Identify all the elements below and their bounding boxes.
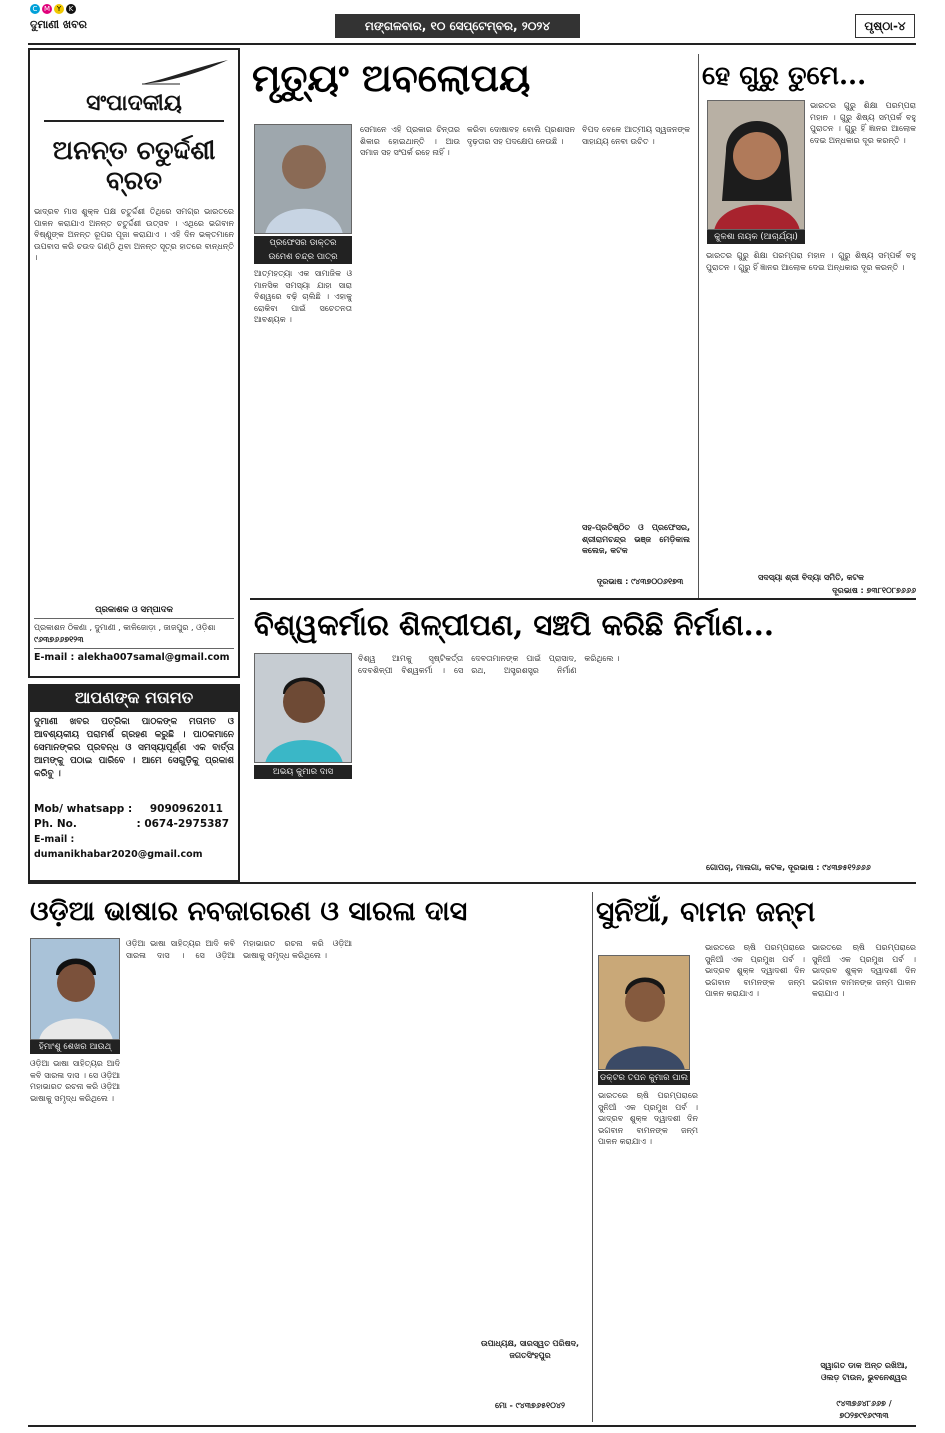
article4-byline: ହିମାଂଶୁ ଶେଖର ଆଉଥ୍ [30,1040,120,1054]
article5-phone: ୯୪୩୭୬୪୮୬୬୭ / ୭୦୨୭୯୧୬୯୩୩ [836,1399,892,1420]
portrait-icon [31,939,120,1040]
article2-body: ଭାରତର ଗୁରୁ ଶିକ୍ଷା ପରମ୍ପରା ମହାନ । ଗୁରୁ ଶିଷ୍ୟ ସମ୍ପର୍କ ବହୁ ପୁରାତନ । ଗୁରୁ ହିଁ ଜ୍ଞାନର ଆଲୋକ ଦେଇ ଅନ୍ଧକାର ଦୂର କରନ୍ତି । [706,251,916,272]
divider [44,120,224,122]
article2-footer: ସଦସ୍ୟା ଶ୍ରୀ ବିଦ୍ୟା ସମିତି, କଟକ [758,573,864,582]
article3-photo [254,653,352,763]
cmyk-marks [30,4,76,14]
opinion-title: ଆପଣଙ୍କ ମତାମତ [28,684,240,712]
article4-headline: ଓଡ଼ିଆ ଭାଷାର ନବଜାଗରଣ ଓ ସାରଳା ଦାସ [30,896,468,927]
portrait-icon [255,125,352,234]
article2-body-top: ଭାରତର ଗୁରୁ ଶିକ୍ଷା ପରମ୍ପରା ମହାନ । ଗୁରୁ ଶିଷ୍ୟ ସମ୍ପର୍କ ବହୁ ପୁରାତନ । ଗୁରୁ ହିଁ ଜ୍ଞାନର ଆଲୋକ ଦେଇ ଅନ୍ଧକାର ଦୂର କରନ୍ତି । [810,101,916,145]
left-column [28,48,240,882]
page-number: ପୃଷ୍ଠା-୪ [855,14,915,38]
editorial-address: ପ୍ରକାଶନ ଠିକଣା , ଦୁମାଣୀ , କାଳିଜୋଡ଼ା , ଜାଜପୁର , ଓଡ଼ିଶା [34,623,216,632]
article2-headline: ହେ ଗୁରୁ ତୁମେ... [702,61,867,91]
mobile-label: Mob/ whatsapp : [34,803,133,815]
article3-body: ବିଶ୍ୱ ଆମକୁ ସୃଷ୍ଟିକର୍ତ୍ତା ଦେବଶିଳ୍ପୀ ବିଶ୍ୱକର୍ମା । ସେ ଦେବତାମାନଙ୍କ ପାଇଁ ପ୍ରାସାଦ, ରଥ, ଅସ୍ତ୍ରଶସ୍ତ୍ର ନିର୍ମାଣ କରିଥିଲେ । [358,654,620,675]
article3-footer: ଗୋପଚା, ମାଲଗା, କଟକ, ଦୂରଭାଷ : ୯୪୩୭୫୧୨୬୬୬ [706,863,871,872]
article4-body-col1: ଓଡ଼ିଆ ଭାଷା ସାହିତ୍ୟର ଆଦି କବି ସାରଳା ଦାସ । ସେ ଓଡ଼ିଆ ମହାଭାରତ ରଚନା କରି ଓଡ଼ିଆ ଭାଷାକୁ ସମୃଦ୍ଧ କରିଥିଲେ । [30,1059,120,1103]
article2-photo [707,100,805,230]
editorial-headline: ଅନନ୍ତ ଚତୁର୍ଦ୍ଦଶୀ ବ୍ରତ [52,136,216,196]
article5-body-col1: ଭାରତରେ ଋଷି ପରମ୍ପରାରେ ସୁନିଆଁ ଏକ ପ୍ରମୁଖ ପର୍ବ । ଭାଦ୍ରବ ଶୁକ୍ଳ ଦ୍ୱାଦଶୀ ଦିନ ଭଗବାନ ବାମନଙ୍କ ଜନ୍ମ ପାଳନ କରାଯାଏ । [598,1091,698,1146]
article1-phone: ଦୂରଭାଷ : ୯୪୩୭୦୦୬୧୭୩ [596,577,684,586]
portrait-icon [255,654,352,763]
article1-footer: ସହ-ପ୍ରତିଷ୍ଠିତ ଓ ପ୍ରଫେସର, ଶ୍ରୀରାମଚନ୍ଦ୍ର ଭଞ୍ଜ ମେଡ଼ିକାଲ କଲେଜ, କଟକ [582,523,690,555]
article5-byline: ଡକ୍ଟର ତପନ କୁମାର ପାଲ [599,1073,688,1083]
article2-byline: କୁଳଶା ନାୟକ (ଆଚାର୍ଯ୍ୟା) [707,230,805,244]
phone-number: : 0674-2975387 [136,818,230,830]
paper-name: ଦୁମାଣୀ ଖବର [30,18,87,31]
opinion-box [28,712,240,882]
cmyk-m: M [43,5,51,13]
cmyk-c: C [30,4,40,14]
article4-footer: ଉପାଧ୍ୟକ୍ଷ, ସାରସ୍ୱତ ପରିଷଦ, ଜଗତସିଂହପୁର [480,1339,580,1360]
date-banner: ମଙ୍ଗଳବାର, ୧୦ ସେପ୍ଟେମ୍ବର, ୨୦୨୪ [335,14,580,38]
cmyk-k: K [66,4,76,14]
section-divider [250,598,916,600]
article4-body: ଓଡ଼ିଆ ଭାଷା ସାହିତ୍ୟର ଆଦି କବି ସାରଳା ଦାସ । ସେ ଓଡ଼ିଆ ମହାଭାରତ ରଚନା କରି ଓଡ଼ିଆ ଭାଷାକୁ ସମୃଦ୍ଧ କରିଥିଲେ । [126,939,352,960]
phone-label: Ph. No. [34,818,77,830]
editorial-phone: ୯୬୩୭୬୬୭୧୨୩ [34,634,84,644]
column-divider [592,892,593,1422]
opinion-body: ଦୁମାଣୀ ଖବର ପତ୍ରିକା ପାଠକଙ୍କ ମତାମତ ଓ ଆବଶ୍ୟକୀୟ ପରାମର୍ଶ ଗ୍ରହଣ କରୁଛି । ପାଠକମାନେ ସେମାନଙ୍କର ପ୍ରବନ୍ଧ ଓ ସମସ୍ୟାପୂର୍ଣ୍ଣ ଏକ ବାର୍ତ୍ତା ଆମଙ୍କୁ ପଠାଇ ପାରିବେ । ଆମେ ସେଗୁଡ଼ିକୁ ପ୍ରକାଶ କରିବୁ । [34,717,234,779]
top-rule [28,43,916,45]
article5-body-col3: ଭାରତରେ ଋଷି ପରମ୍ପରାରେ ସୁନିଆଁ ଏକ ପ୍ରମୁଖ ପର୍ବ । ଭାଦ୍ରବ ଶୁକ୍ଳ ଦ୍ୱାଦଶୀ ଦିନ ଭଗବାନ ବାମନଙ୍କ ଜନ୍ମ ପାଳନ କରାଯାଏ । [812,943,916,998]
quill-icon [140,58,230,86]
article5-headline: ସୁନିଆଁ, ବାମନ ଜନ୍ମ [596,895,816,928]
masthead [0,0,945,42]
editorial-section-title: ସଂପାଦକୀୟ [86,90,182,116]
article3-byline: ଅଭୟ କୁମାର ଦାସ [254,765,352,779]
article1-body-col2: ସେମାନେ ଏହି ପ୍ରକାର ଚିନ୍ତାର ଶିକାର ହୋଇଥାନ୍ତି । ଆଉ ସମାଜ ସହ ସଂପର୍କ ରହେ ନାହିଁ । [360,125,460,157]
bottom-rule [28,1425,916,1427]
editorial-body: ଭାଦ୍ରବ ମାସ ଶୁକ୍ଳ ପକ୍ଷ ଚତୁର୍ଦ୍ଦଶୀ ତିଥିରେ ସମଗ୍ର ଭାରତରେ ପାଳନ କରାଯାଏ ଅନନ୍ତ ଚତୁର୍ଦ୍ଦଶୀ ଉତ୍ସବ । ଏଥିରେ ଭଗବାନ ବିଷ୍ଣୁଙ୍କ ଅନନ୍ତ ରୂପର ପୂଜା କରାଯାଏ । ଏହି ଦିନ ଭକ୍ତମାନେ ଉପବାସ କରି ଚଉଦ ଗଣ୍ଠି ଥିବା ଅନନ୍ତ ସୂତ୍ର ହାତରେ ବାନ୍ଧନ୍ତି । [34,207,234,262]
portrait-icon [708,101,805,230]
divider [34,648,234,649]
mobile-number: 9090962011 [149,803,223,815]
article1-body-col4: ବିପଦ ବେଳେ ଆତ୍ମୀୟ ସ୍ୱଜନଙ୍କ ସାହାଯ୍ୟ ନେବା ଉଚିତ । [582,125,690,146]
opinion-email: E-mail : dumanikhabar2020@gmail.com [34,834,203,860]
article4-phone: ମୋ - ୯୪୩୭୬୫୧୦୪୨ [494,1401,566,1410]
editorial-box [28,48,240,678]
article1-body-col1: ଆତ୍ମହତ୍ୟା ଏକ ସାମାଜିକ ଓ ମାନସିକ ସମସ୍ୟା ଯାହା ସାରା ବିଶ୍ୱରେ ବଢ଼ି ଚାଲିଛି । ଏହାକୁ ରୋକିବା ପାଇଁ ସଚେତନତା ଆବଶ୍ୟକ । [254,269,352,324]
article1-headline: ମୃତ୍ୟୁଂ ଅବଲୋପୟ [252,55,531,100]
divider [34,618,234,619]
article5-photo [598,955,690,1070]
portrait-icon [599,956,690,1070]
article1-byline: ଉମେଶ ଚନ୍ଦ୍ର ପାତ୍ର [254,250,352,264]
article2-phone: ଦୂରଭାଷ : ୭୩୮୧୦୮୭୬୬୬ [832,586,916,595]
article5-footer: ସ୍ୱାଗତ ଡାକ ଅନ୍ତ ରଖିଆ, ଓଲଡ଼ ଟାଉନ, ଭୁବନେଶ୍ୱର [820,1361,908,1382]
section-divider [28,882,916,884]
article1-body-col3: କରିବା ଦୋଷାବହ ବୋଲି ପ୍ରଶାସନ ଦୃଢ଼ତାର ସହ ପଦକ୍ଷେପ ନେଉଛି । [467,125,575,146]
editorial-email: E-mail : alekha007samal@gmail.com [34,652,230,663]
editorial-credit: ପ୍ରକାଶକ ଓ ସମ୍ପାଦକ [95,605,173,615]
article1-caption-top: ପ୍ରଫେସର ଡାକ୍ତର [254,236,352,250]
article5-body-col2: ଭାରତରେ ଋଷି ପରମ୍ପରାରେ ସୁନିଆଁ ଏକ ପ୍ରମୁଖ ପର୍ବ । ଭାଦ୍ରବ ଶୁକ୍ଳ ଦ୍ୱାଦଶୀ ଦିନ ଭଗବାନ ବାମନଙ୍କ ଜନ୍ମ ପାଳନ କରାଯାଏ । [705,943,805,998]
article4-photo [30,938,120,1040]
opinion-contact [34,802,234,862]
article1-photo [254,124,352,234]
article3-headline: ବିଶ୍ୱକର୍ମାର ଶିଳ୍ପୀପଣ, ସଞ୍ଚପି କରିଛି ନିର୍ମାଣ... [254,608,774,642]
column-divider [698,54,699,599]
cmyk-y: Y [54,4,64,14]
